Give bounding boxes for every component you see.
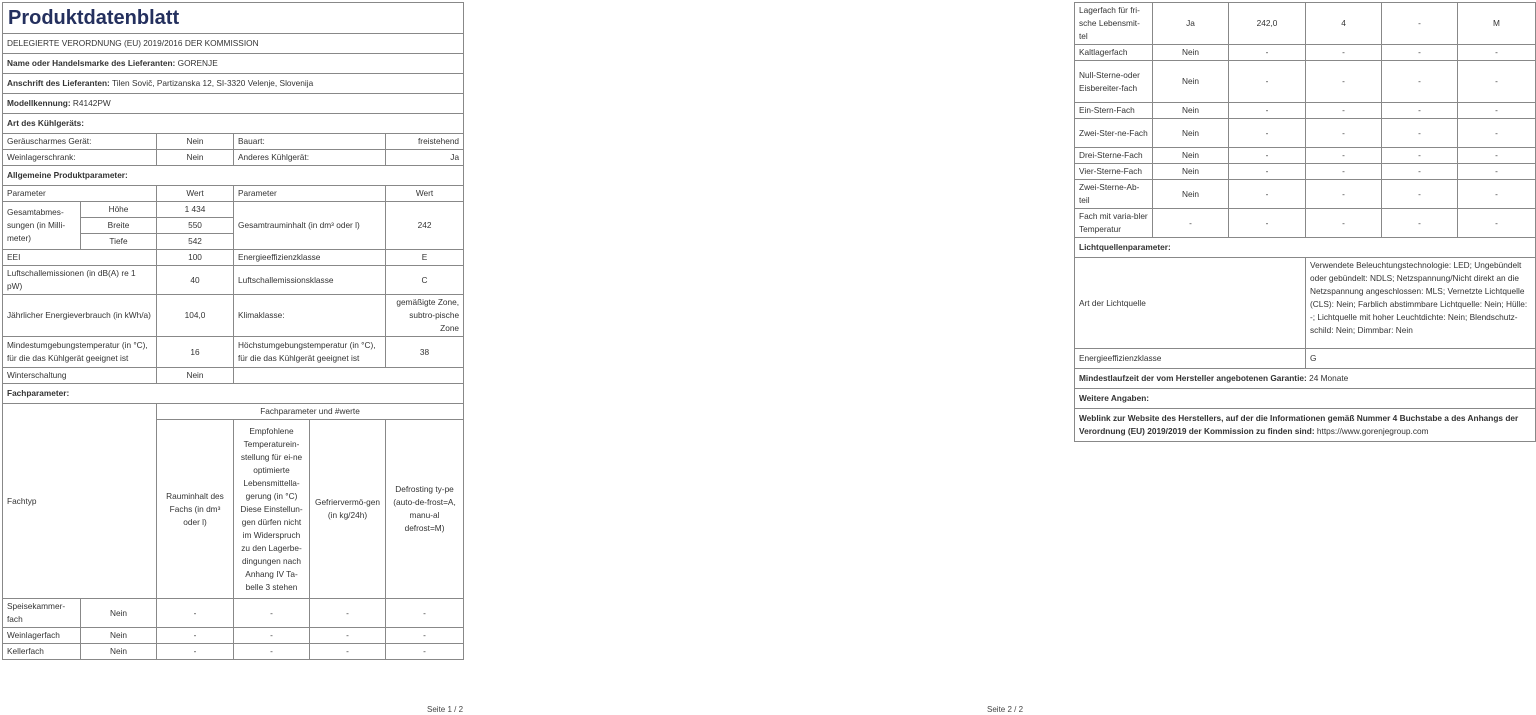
winter-switch-value: Nein — [157, 368, 234, 384]
column-header: Wert — [157, 186, 234, 202]
param-value: E — [386, 250, 464, 266]
compartment-temperature: - — [234, 644, 310, 660]
product-sheet-table-page-1 — [2, 2, 464, 660]
param-value: 16 — [157, 337, 234, 368]
type-label: Bauart: — [234, 134, 386, 150]
column-header: Parameter — [3, 186, 157, 202]
compartment-row — [3, 599, 464, 628]
weblink-row — [1075, 409, 1536, 442]
param-label: Jährlicher Energieverbrauch (in kWh/a) — [3, 295, 157, 337]
compartment-name: Null-Sterne-oder Eisbereiter-fach — [1075, 61, 1153, 103]
compartment-defrost: - — [1458, 103, 1536, 119]
model-label: Modellkennung: — [7, 98, 71, 108]
width-value: 550 — [157, 218, 234, 234]
column-header: Wert — [386, 186, 464, 202]
compartment-present: Ja — [1153, 3, 1229, 45]
compartment-defrost: - — [1458, 148, 1536, 164]
compartment-freezing: - — [310, 599, 386, 628]
compartment-freezing: - — [1382, 209, 1458, 238]
compartment-temperature: - — [1306, 209, 1382, 238]
dimensions-label: Gesamtabmes-sungen (in Milli-meter) — [3, 202, 81, 250]
product-sheet-table-page-2 — [1074, 2, 1536, 442]
compartment-defrost: - — [1458, 45, 1536, 61]
height-value: 1 434 — [157, 202, 234, 218]
temperature-column-header: Empfohlene Temperaturein-stellung für ei-ne optimierte Lebensmittella-gerung (in °C) Diese Einstellun-gen dürfen nicht im Widerspruch zu den Lagerbe-dingungen nach Anhang IV Ta-belle 3 stehen — [234, 420, 310, 599]
warranty-value: 24 Monate — [1309, 373, 1349, 383]
param-value: C — [386, 266, 464, 295]
supplier-name-row — [3, 54, 464, 74]
warranty-label: Mindestlaufzeit der vom Hersteller angebotenen Garantie: — [1079, 373, 1307, 383]
light-class-value: G — [1306, 349, 1536, 369]
compartment-volume: - — [1229, 45, 1306, 61]
compartment-name: Zwei-Ster-ne-Fach — [1075, 119, 1153, 148]
total-volume-label: Gesamtrauminhalt (in dm³ oder l) — [234, 202, 386, 250]
compartment-row — [1075, 148, 1536, 164]
compartment-temperature: - — [1306, 180, 1382, 209]
param-label: Luftschallemissionen (in dB(A) re 1 pW) — [3, 266, 157, 295]
compartment-freezing: - — [1382, 3, 1458, 45]
compartment-row — [3, 628, 464, 644]
regulation-text: DELEGIERTE VERORDNUNG (EU) 2019/2016 DER KOMMISSION — [3, 34, 464, 54]
compartment-present: Nein — [81, 599, 157, 628]
supplier-address-label: Anschrift des Lieferanten: — [7, 78, 110, 88]
param-value: 38 — [386, 337, 464, 368]
freezing-column-header: Gefriervermö-gen (in kg/24h) — [310, 420, 386, 599]
light-type-value: Verwendete Beleuchtungstechnologie: LED; Ungebündelt oder gebündelt: NDLS; Netzspannung/Nicht direkt an die Netzspannung angeschlossen: MLS; Vernetzte Lichtquelle (CLS): Nein; Farblich abstimmbare Lichtquelle: Nein; Hülle: -; Lichtquelle mit hoher Leuchtdichte: Nein; Blendschutz-schild: Nein; Dimmbar: Nein — [1306, 258, 1536, 349]
page-number: Seite 2 / 2 — [987, 705, 1024, 714]
compartment-freezing: - — [1382, 45, 1458, 61]
compartment-present: Nein — [1153, 45, 1229, 61]
compartment-defrost: - — [386, 628, 464, 644]
volume-column-header: Rauminhalt des Fachs (in dm³ oder l) — [157, 420, 234, 599]
compartment-freezing: - — [1382, 180, 1458, 209]
compartment-defrost: - — [1458, 61, 1536, 103]
compartment-temperature: - — [1306, 61, 1382, 103]
compartment-name: Zwei-Sterne-Ab-teil — [1075, 180, 1153, 209]
compartment-row — [3, 644, 464, 660]
compartment-row — [1075, 45, 1536, 61]
compartment-name: Vier-Sterne-Fach — [1075, 164, 1153, 180]
supplier-name-value: GORENJE — [177, 58, 218, 68]
light-source-heading: Lichtquellenparameter: — [1075, 238, 1536, 258]
compartment-present: Nein — [1153, 180, 1229, 209]
param-value: 100 — [157, 250, 234, 266]
compartment-temperature: - — [1306, 164, 1382, 180]
compartment-present: Nein — [81, 644, 157, 660]
compartment-defrost: - — [1458, 164, 1536, 180]
compartment-row — [1075, 119, 1536, 148]
compartment-name: Drei-Sterne-Fach — [1075, 148, 1153, 164]
supplier-name-label: Name oder Handelsmarke des Lieferanten: — [7, 58, 176, 68]
compartment-volume: - — [1229, 119, 1306, 148]
compartment-name: Speisekammer-fach — [3, 599, 81, 628]
compartment-present: Nein — [1153, 119, 1229, 148]
compartment-temperature: - — [1306, 148, 1382, 164]
compartment-name: Weinlagerfach — [3, 628, 81, 644]
compartment-defrost: - — [1458, 209, 1536, 238]
param-label: Höchstumgebungstemperatur (in °C), für die das Kühlgerät geeignet ist — [234, 337, 386, 368]
type-value: Nein — [157, 134, 234, 150]
column-header: Parameter — [234, 186, 386, 202]
compartment-present: Nein — [1153, 103, 1229, 119]
compartment-params-heading: Fachparameter: — [3, 384, 464, 404]
compartment-present: Nein — [81, 628, 157, 644]
compartment-name: Ein-Stern-Fach — [1075, 103, 1153, 119]
compartment-volume: - — [157, 628, 234, 644]
height-label: Höhe — [81, 202, 157, 218]
compartment-defrost: - — [1458, 180, 1536, 209]
defrost-column-header: Defrosting ty-pe (auto-de-frost=A, manu-al defrost=M) — [386, 420, 464, 599]
page-1 — [0, 0, 512, 715]
compartment-row — [1075, 180, 1536, 209]
type-value: freistehend — [386, 134, 464, 150]
compartment-temperature: 4 — [1306, 3, 1382, 45]
compartment-name: Lagerfach für fri-sche Lebensmit-tel — [1075, 3, 1153, 45]
compartment-freezing: - — [310, 644, 386, 660]
compartment-freezing: - — [1382, 164, 1458, 180]
general-params-heading: Allgemeine Produktparameter: — [3, 166, 464, 186]
depth-label: Tiefe — [81, 234, 157, 250]
compartment-volume: - — [1229, 61, 1306, 103]
total-volume-value: 242 — [386, 202, 464, 250]
compartment-type-header: Fachtyp — [3, 404, 157, 599]
param-label: Energieeffizienzklasse — [234, 250, 386, 266]
compartment-volume: - — [1229, 209, 1306, 238]
type-value: Nein — [157, 150, 234, 166]
compartment-row — [1075, 3, 1536, 45]
compartment-name: Kaltlagerfach — [1075, 45, 1153, 61]
light-type-label: Art der Lichtquelle — [1075, 258, 1306, 349]
compartment-volume: - — [1229, 180, 1306, 209]
page-title: Produktdatenblatt — [3, 3, 464, 34]
appliance-type-heading: Art des Kühlgeräts: — [3, 114, 464, 134]
type-value: Ja — [386, 150, 464, 166]
compartment-row — [1075, 61, 1536, 103]
compartment-subheading: Fachparameter und #werte — [157, 404, 464, 420]
compartment-temperature: - — [234, 628, 310, 644]
compartment-freezing: - — [1382, 103, 1458, 119]
compartment-volume: - — [157, 644, 234, 660]
light-class-label: Energieeffizienzklasse — [1075, 349, 1306, 369]
supplier-address-value: Tilen Sovič, Partizanska 12, SI-3320 Velenje, Slovenija — [111, 78, 314, 88]
compartment-volume: - — [1229, 164, 1306, 180]
depth-value: 542 — [157, 234, 234, 250]
compartment-temperature: - — [234, 599, 310, 628]
param-value: 40 — [157, 266, 234, 295]
compartment-volume: - — [1229, 148, 1306, 164]
compartment-name: Fach mit varia-bler Temperatur — [1075, 209, 1153, 238]
compartment-temperature: - — [1306, 45, 1382, 61]
type-label: Geräuscharmes Gerät: — [3, 134, 157, 150]
compartment-defrost: - — [386, 599, 464, 628]
param-label: Mindestumgebungstemperatur (in °C), für die das Kühlgerät geeignet ist — [3, 337, 157, 368]
compartment-defrost: - — [386, 644, 464, 660]
compartment-volume: - — [1229, 103, 1306, 119]
more-info-heading: Weitere Angaben: — [1075, 389, 1536, 409]
type-label: Anderes Kühlgerät: — [234, 150, 386, 166]
page-2 — [512, 0, 1528, 715]
compartment-freezing: - — [1382, 148, 1458, 164]
compartment-present: Nein — [1153, 148, 1229, 164]
compartment-freezing: - — [310, 628, 386, 644]
param-value: 104,0 — [157, 295, 234, 337]
compartment-present: Nein — [1153, 61, 1229, 103]
compartment-temperature: - — [1306, 119, 1382, 148]
compartment-name: Kellerfach — [3, 644, 81, 660]
weblink-label: Weblink zur Website des Herstellers, auf der die Informationen gemäß Nummer 4 Buchstabe a des Anhangs der Verordnung (EU) 2019/2019 der Kommission zu finden sind: — [1079, 413, 1519, 436]
compartment-present: Nein — [1153, 164, 1229, 180]
width-label: Breite — [81, 218, 157, 234]
compartment-defrost: M — [1458, 3, 1536, 45]
param-label: Luftschallemissionsklasse — [234, 266, 386, 295]
type-label: Weinlagerschrank: — [3, 150, 157, 166]
supplier-address-row — [3, 74, 464, 94]
compartment-temperature: - — [1306, 103, 1382, 119]
param-value: gemäßigte Zone, subtro-pische Zone — [386, 295, 464, 337]
compartment-row — [1075, 103, 1536, 119]
compartment-volume: - — [157, 599, 234, 628]
compartment-freezing: - — [1382, 61, 1458, 103]
page-number: Seite 1 / 2 — [427, 705, 464, 714]
compartment-volume: 242,0 — [1229, 3, 1306, 45]
compartment-present: - — [1153, 209, 1229, 238]
warranty-row — [1075, 369, 1536, 389]
param-label: Klimaklasse: — [234, 295, 386, 337]
compartment-defrost: - — [1458, 119, 1536, 148]
compartment-freezing: - — [1382, 119, 1458, 148]
model-row — [3, 94, 464, 114]
model-value: R4142PW — [72, 98, 111, 108]
compartment-row — [1075, 164, 1536, 180]
winter-switch-label: Winterschaltung — [3, 368, 157, 384]
compartment-row — [1075, 209, 1536, 238]
param-label: EEI — [3, 250, 157, 266]
weblink-value[interactable]: https://www.gorenjegroup.com — [1316, 426, 1429, 436]
